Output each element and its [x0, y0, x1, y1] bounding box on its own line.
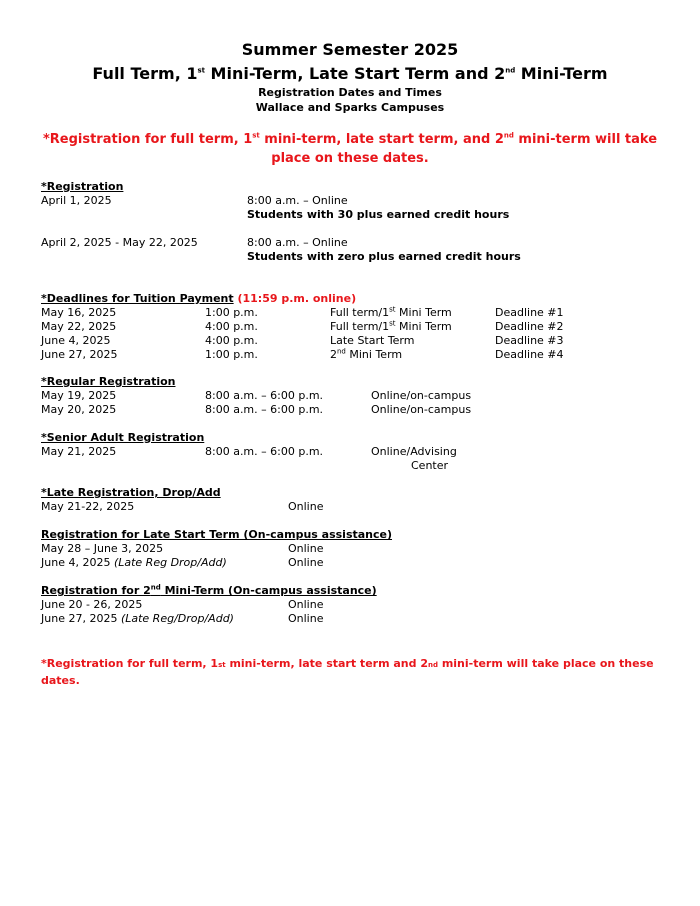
page-subheading: Registration Dates and Times — [258, 86, 442, 99]
term-part: Mini Term — [395, 306, 452, 319]
late-start-mode: Online — [288, 556, 324, 569]
regular-time: 8:00 a.m. – 6:00 p.m. — [205, 403, 324, 416]
regular-date: May 20, 2025 — [41, 403, 117, 416]
heading-part: Registration for 2 — [41, 584, 151, 597]
subtitle-part: Mini-Term, Late Start Term and 2 — [204, 64, 506, 83]
tuition-time: 1:00 p.m. — [205, 348, 258, 361]
notice-sup: st — [252, 131, 260, 140]
registration-date: April 2, 2025 - May 22, 2025 — [41, 236, 198, 249]
heading-sup: nd — [150, 583, 161, 592]
regular-mode: Online/on-campus — [371, 403, 472, 416]
tuition-date: June 27, 2025 — [41, 348, 118, 361]
footer-sub: st — [218, 661, 226, 669]
late-mode: Online — [288, 500, 324, 513]
second-mini-mode: Online — [288, 612, 324, 625]
tuition-date: May 22, 2025 — [41, 320, 117, 333]
registration-date: April 1, 2025 — [41, 194, 112, 207]
footer-part: *Registration for full term, 1 — [41, 657, 219, 670]
regular-date: May 19, 2025 — [41, 389, 117, 402]
notice-part: mini-term, late start term, and 2 — [259, 132, 504, 147]
footer-part: mini-term, late start term and 2 — [225, 657, 428, 670]
page-title: Summer Semester 2025 — [241, 40, 459, 59]
senior-registration-heading: *Senior Adult Registration — [41, 431, 205, 444]
subtitle-sup: nd — [505, 66, 516, 75]
tuition-term — [330, 320, 452, 334]
subtitle-part: Full Term, 1 — [92, 64, 198, 83]
term-sup: st — [389, 305, 396, 314]
subtitle-sup: st — [197, 66, 205, 75]
date-part: June 27, 2025 — [41, 612, 121, 625]
tuition-term — [330, 306, 452, 320]
term-part: Late Start Term — [330, 334, 415, 347]
registration-time: 8:00 a.m. – Online — [247, 236, 348, 249]
date-note: (Late Reg Drop/Add) — [113, 556, 227, 569]
regular-registration-heading: *Regular Registration — [41, 375, 176, 388]
term-sup: nd — [337, 347, 346, 356]
tuition-heading-text: *Deadlines for Tuition Payment — [41, 292, 234, 305]
term-part: 2 — [330, 348, 337, 361]
tuition-deadline: Deadline #2 — [495, 320, 564, 333]
regular-mode: Online/on-campus — [371, 389, 472, 402]
second-mini-date — [41, 612, 234, 626]
registration-note: Students with zero plus earned credit hours — [247, 250, 521, 263]
notice-sup: nd — [503, 131, 514, 140]
registration-note: Students with 30 plus earned credit hours — [247, 208, 510, 221]
late-start-date: May 28 – June 3, 2025 — [41, 542, 164, 555]
campus-heading: Wallace and Sparks Campuses — [255, 101, 445, 114]
footer-notice — [41, 656, 661, 688]
registration-time: 8:00 a.m. – Online — [247, 194, 348, 207]
notice-part: mini-term will take place on these dates. — [271, 132, 658, 166]
tuition-date: May 16, 2025 — [41, 306, 117, 319]
second-mini-heading — [41, 584, 377, 598]
tuition-date: June 4, 2025 — [41, 334, 111, 347]
late-date: May 21-22, 2025 — [41, 500, 135, 513]
senior-mode: Online/Advising — [371, 445, 457, 458]
term-part: Full term/1 — [330, 320, 390, 333]
tuition-heading — [41, 292, 356, 306]
late-start-heading: Registration for Late Start Term (On-campus assistance) — [41, 528, 393, 541]
term-part: Full term/1 — [330, 306, 390, 319]
tuition-deadline: Deadline #3 — [495, 334, 564, 347]
tuition-time: 1:00 p.m. — [205, 306, 258, 319]
heading-part: Mini-Term (On-campus assistance) — [160, 584, 377, 597]
senior-date: May 21, 2025 — [41, 445, 117, 458]
footer-sub: nd — [427, 661, 438, 669]
late-start-date — [41, 556, 227, 570]
second-mini-date: June 20 - 26, 2025 — [41, 598, 143, 611]
footer-part: mini-term will take place on these dates. — [41, 657, 654, 687]
senior-mode-line2: Center — [411, 459, 449, 472]
tuition-term — [330, 334, 414, 348]
tuition-time: 4:00 p.m. — [205, 320, 258, 333]
subtitle-part: Mini-Term — [515, 64, 608, 83]
date-note: (Late Reg/Drop/Add) — [120, 612, 234, 625]
late-start-mode: Online — [288, 542, 324, 555]
second-mini-mode: Online — [288, 598, 324, 611]
term-part: Mini Term — [395, 320, 452, 333]
registration-notice — [30, 130, 670, 168]
tuition-term — [330, 348, 402, 362]
registration-heading: *Registration — [41, 180, 124, 193]
regular-time: 8:00 a.m. – 6:00 p.m. — [205, 389, 324, 402]
page-subtitle — [0, 64, 700, 83]
term-part: Mini Term — [345, 348, 403, 361]
tuition-time: 4:00 p.m. — [205, 334, 258, 347]
term-sup: st — [389, 319, 396, 328]
late-registration-heading: *Late Registration, Drop/Add — [41, 486, 221, 499]
date-part: June 4, 2025 — [41, 556, 114, 569]
tuition-heading-online: (11:59 p.m. online) — [233, 292, 357, 305]
tuition-deadline: Deadline #4 — [495, 348, 564, 361]
notice-part: *Registration for full term, 1 — [42, 132, 253, 147]
senior-time: 8:00 a.m. – 6:00 p.m. — [205, 445, 324, 458]
tuition-deadline: Deadline #1 — [495, 306, 564, 319]
